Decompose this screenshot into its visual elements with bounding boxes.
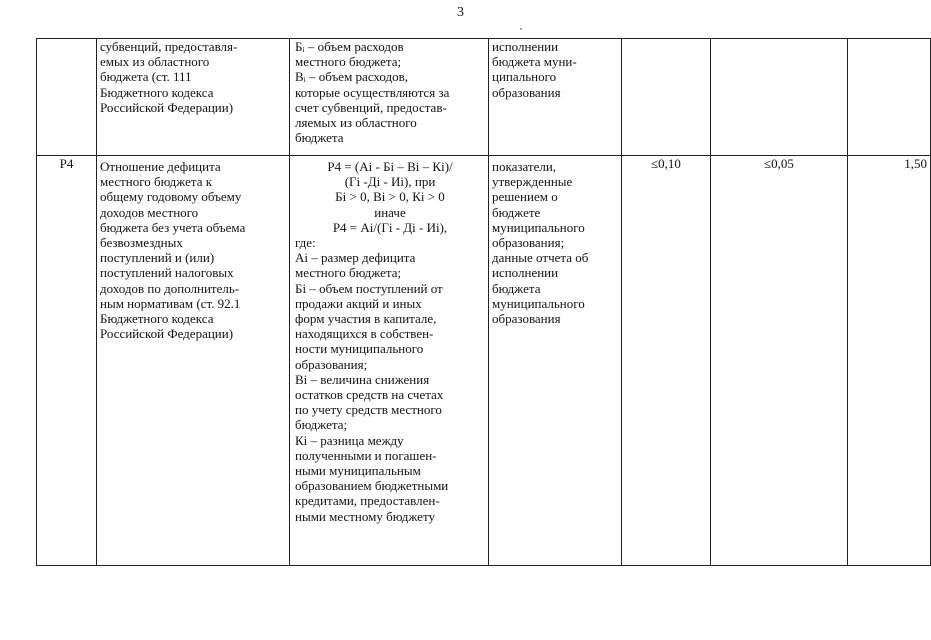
text-line: остатков средств на счетах <box>295 387 444 403</box>
threshold-2-cell <box>711 39 848 156</box>
text-line: Р4 = (Аі - Бі – Ві – Кі)/ <box>327 159 453 174</box>
text-line: доходов местного <box>100 204 199 220</box>
table-row <box>37 156 931 566</box>
text-line: образования; <box>492 235 565 251</box>
text-line: решением о <box>492 189 558 205</box>
text-line: безвозмездных <box>100 235 183 251</box>
text-line: бюджета муни- <box>492 54 577 70</box>
weight-cell <box>848 39 931 156</box>
formula-expression <box>293 159 485 235</box>
text-line: образования <box>492 311 561 327</box>
text-line: Бюджетного кодекса <box>100 84 214 100</box>
text-line: где: <box>295 235 316 251</box>
text-line: утвержденные <box>492 174 573 190</box>
text-line: образованием бюджетными <box>295 478 449 494</box>
text-line: которые осуществляются за <box>295 84 450 100</box>
text-line: муниципального <box>492 219 585 235</box>
text-line: Бюджетного кодекса <box>100 311 214 327</box>
table-row <box>37 39 931 156</box>
text-line: исполнении <box>492 39 559 54</box>
text-line: полученными и погашен- <box>295 447 437 463</box>
text-line: Отношение дефицита <box>100 159 221 174</box>
text-line: общему годовому объему <box>100 189 242 205</box>
formula-cell <box>290 39 489 156</box>
text-line: бюджета <box>492 280 541 296</box>
text-line: местного бюджета к <box>100 174 213 190</box>
text-line: счет субвенций, предостав- <box>295 99 447 115</box>
scan-speck <box>520 28 522 30</box>
formula-cell <box>290 156 489 566</box>
text-line: ципального <box>492 69 557 85</box>
code-cell <box>37 39 97 156</box>
source-cell <box>489 39 622 156</box>
page-number: 3 <box>457 5 464 20</box>
text-line: Вᵢ – объем расходов, <box>295 69 409 85</box>
text-line: Ві – величина снижения <box>295 371 430 387</box>
source-cell <box>489 156 622 566</box>
indicator-table <box>36 38 931 566</box>
code-cell: Р4 <box>37 156 97 566</box>
text-line: образования; <box>295 356 368 372</box>
text-line: поступлений налоговых <box>100 265 234 281</box>
text-line: ляемых из областного <box>295 115 417 131</box>
text-line: Российской Федерации) <box>100 326 234 342</box>
text-line: бюджета (ст. 111 <box>100 69 192 85</box>
formula-legend <box>293 235 485 524</box>
text-line: по учету средств местного <box>295 402 442 418</box>
text-line: исполнении <box>492 265 559 281</box>
text-line: ным нормативам (ст. 92.1 <box>100 295 241 311</box>
text-line: показатели, <box>492 159 557 174</box>
text-line: Бᵢ – объем расходов <box>295 39 404 54</box>
text-line: данные отчета об <box>492 250 589 266</box>
description-cell <box>97 39 290 156</box>
text-line: продажи акций и иных <box>295 295 422 311</box>
threshold-1-cell <box>622 39 711 156</box>
text-line: муниципального <box>492 295 585 311</box>
text-line: доходов по дополнитель- <box>100 280 240 296</box>
text-line: Кі – разница между <box>295 432 404 448</box>
text-line: Аі – размер дефицита <box>295 250 416 266</box>
text-line: Р4 = Аі/(Гі - Ді - Иі), <box>332 219 448 235</box>
text-line: находящихся в собствен- <box>295 326 434 342</box>
text-line: бюджета; <box>295 417 348 433</box>
text-line: образования <box>492 84 561 100</box>
threshold-2-cell: ≤0,05 <box>711 156 848 566</box>
text-line: местного бюджета; <box>295 265 402 281</box>
text-line: ными местному бюджету <box>295 508 435 524</box>
text-line: Российской Федерации) <box>100 99 234 115</box>
text-line: бюджета <box>295 130 344 146</box>
weight-cell: 1,50 <box>848 156 931 566</box>
text-line: Бі > 0, Ві > 0, Кі > 0 <box>335 189 445 205</box>
text-line: (Гі -Ді - Иі), при <box>344 174 436 190</box>
text-line: емых из областного <box>100 54 210 70</box>
text-line: кредитами, предоставлен- <box>295 493 440 509</box>
text-line: бюджете <box>492 204 541 220</box>
text-line: Бі – объем поступлений от <box>295 280 443 296</box>
text-line: поступлений и (или) <box>100 250 215 266</box>
description-cell <box>97 156 290 566</box>
text-line: иначе <box>374 204 406 220</box>
text-line: субвенций, предоставля- <box>100 39 238 54</box>
text-line: ности муниципального <box>295 341 424 357</box>
text-line: местного бюджета; <box>295 54 402 70</box>
text-line: бюджета без учета объема <box>100 219 246 235</box>
text-line: форм участия в капитале, <box>295 311 437 327</box>
threshold-1-cell: ≤0,10 <box>622 156 711 566</box>
text-line: ными муниципальным <box>295 463 421 479</box>
